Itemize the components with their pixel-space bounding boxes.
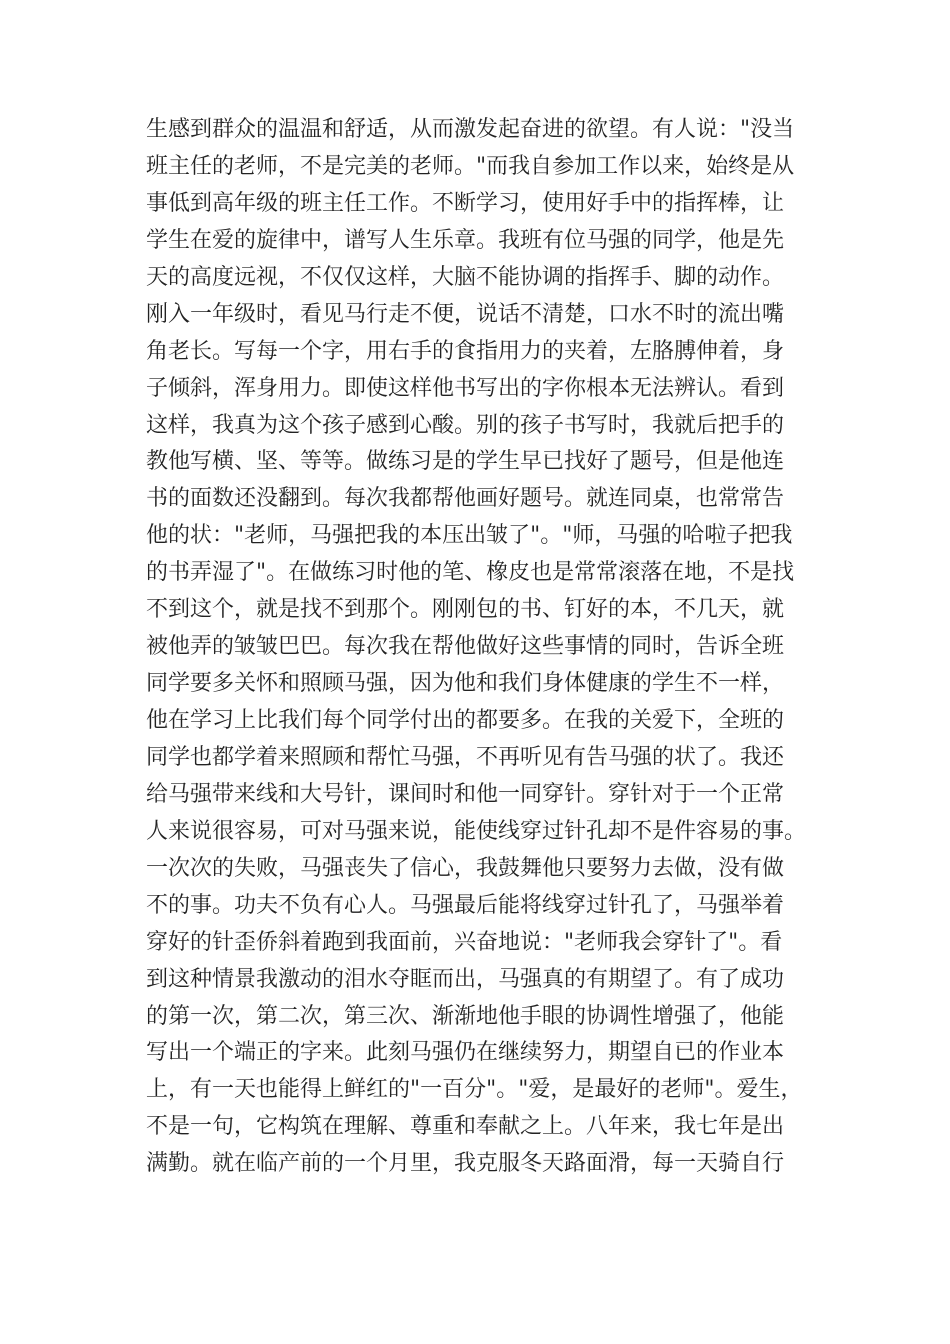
text-line: 不的事。功夫不负有心人。马强最后能将线穿过针孔了，马强举着 <box>146 892 785 918</box>
body-text <box>146 112 826 1183</box>
text-line: 给马强带来线和大号针，课间时和他一同穿针。穿针对于一个正常 <box>146 781 785 807</box>
text-line: 写出一个端正的字来。此刻马强仍在继续努力，期望自已的作业本 <box>146 1040 785 1066</box>
text-line: 被他弄的皱皱巴巴。每次我在帮他做好这些事情的同时，告诉全班 <box>146 634 785 660</box>
text-line: 班主任的老师，不是完美的老师。"而我自参加工作以来，始终是从 <box>146 153 795 179</box>
text-line: 书的面数还没翻到。每次我都帮他画好题号。就连同桌，也常常告 <box>146 486 785 512</box>
text-line: 的书弄湿了"。在做练习时他的笔、橡皮也是常常滚落在地，不是找 <box>146 560 795 586</box>
text-line: 事低到高年级的班主任工作。不断学习，使用好手中的指挥棒，让 <box>146 190 785 216</box>
text-line: 满勤。就在临产前的一个月里，我克服冬天路面滑，每一天骑自行 <box>146 1151 785 1177</box>
text-line: 他在学习上比我们每个同学付出的都要多。在我的关爱下，全班的 <box>146 708 785 733</box>
text-line: 同学也都学着来照顾和帮忙马强，不再听见有告马强的状了。我还 <box>146 744 785 770</box>
text-line: 刚入一年级时，看见马行走不便，说话不清楚，口水不时的流出嘴 <box>146 301 785 327</box>
text-line: 角老长。写每一个字，用右手的食指用力的夹着，左胳膊伸着，身 <box>146 338 785 364</box>
text-line: 穿好的针歪侨斜着跑到我面前，兴奋地说："老师我会穿针了"。看 <box>146 929 783 955</box>
text-line: 同学要多关怀和照顾马强，因为他和我们身体健康的学生不一样， <box>146 671 785 697</box>
text-line: 教他写横、坚、等等。做练习是的学生早已找好了题号，但是他连 <box>146 449 785 475</box>
text-line: 到这种情景我激动的泪水夺眶而出，马强真的有期望了。有了成功 <box>146 966 785 992</box>
text-line: 天的高度远视，不仅仅这样，大脑不能协调的指挥手、脚的动作。 <box>146 264 785 290</box>
text-line: 他的状："老师，马强把我的本压出皱了"。"师，马强的哈啦子把我 <box>146 523 793 549</box>
text-line: 不到这个，就是找不到那个。刚刚包的书、钉好的本，不几天，就 <box>146 597 785 623</box>
text-line: 一次次的失败，马强丧失了信心，我鼓舞他只要努力去做，没有做 <box>146 855 785 881</box>
text-line: 这样，我真为这个孩子感到心酸。别的孩子书写时，我就后把手的 <box>146 412 785 438</box>
text-line: 上，有一天也能得上鲜红的"一百分"。"爱，是最好的老师"。爱生， <box>146 1077 803 1103</box>
text-line: 不是一句，它构筑在理解、尊重和奉献之上。八年来，我七年是出 <box>146 1114 785 1140</box>
text-line: 子倾斜，浑身用力。即使这样他书写出的字你根本无法辨认。看到 <box>146 375 785 401</box>
text-line: 人来说很容易，可对马强来说，能使线穿过针孔却不是件容易的事。 <box>146 818 807 844</box>
text-line: 学生在爱的旋律中，谱写人生乐章。我班有位马强的同学，他是先 <box>146 227 785 253</box>
text-line: 的第一次，第二次，第三次、渐渐地他手眼的协调性增强了，他能 <box>146 1003 785 1029</box>
text-line: 生感到群众的温温和舒适，从而激发起奋进的欲望。有人说："没当 <box>146 117 795 142</box>
